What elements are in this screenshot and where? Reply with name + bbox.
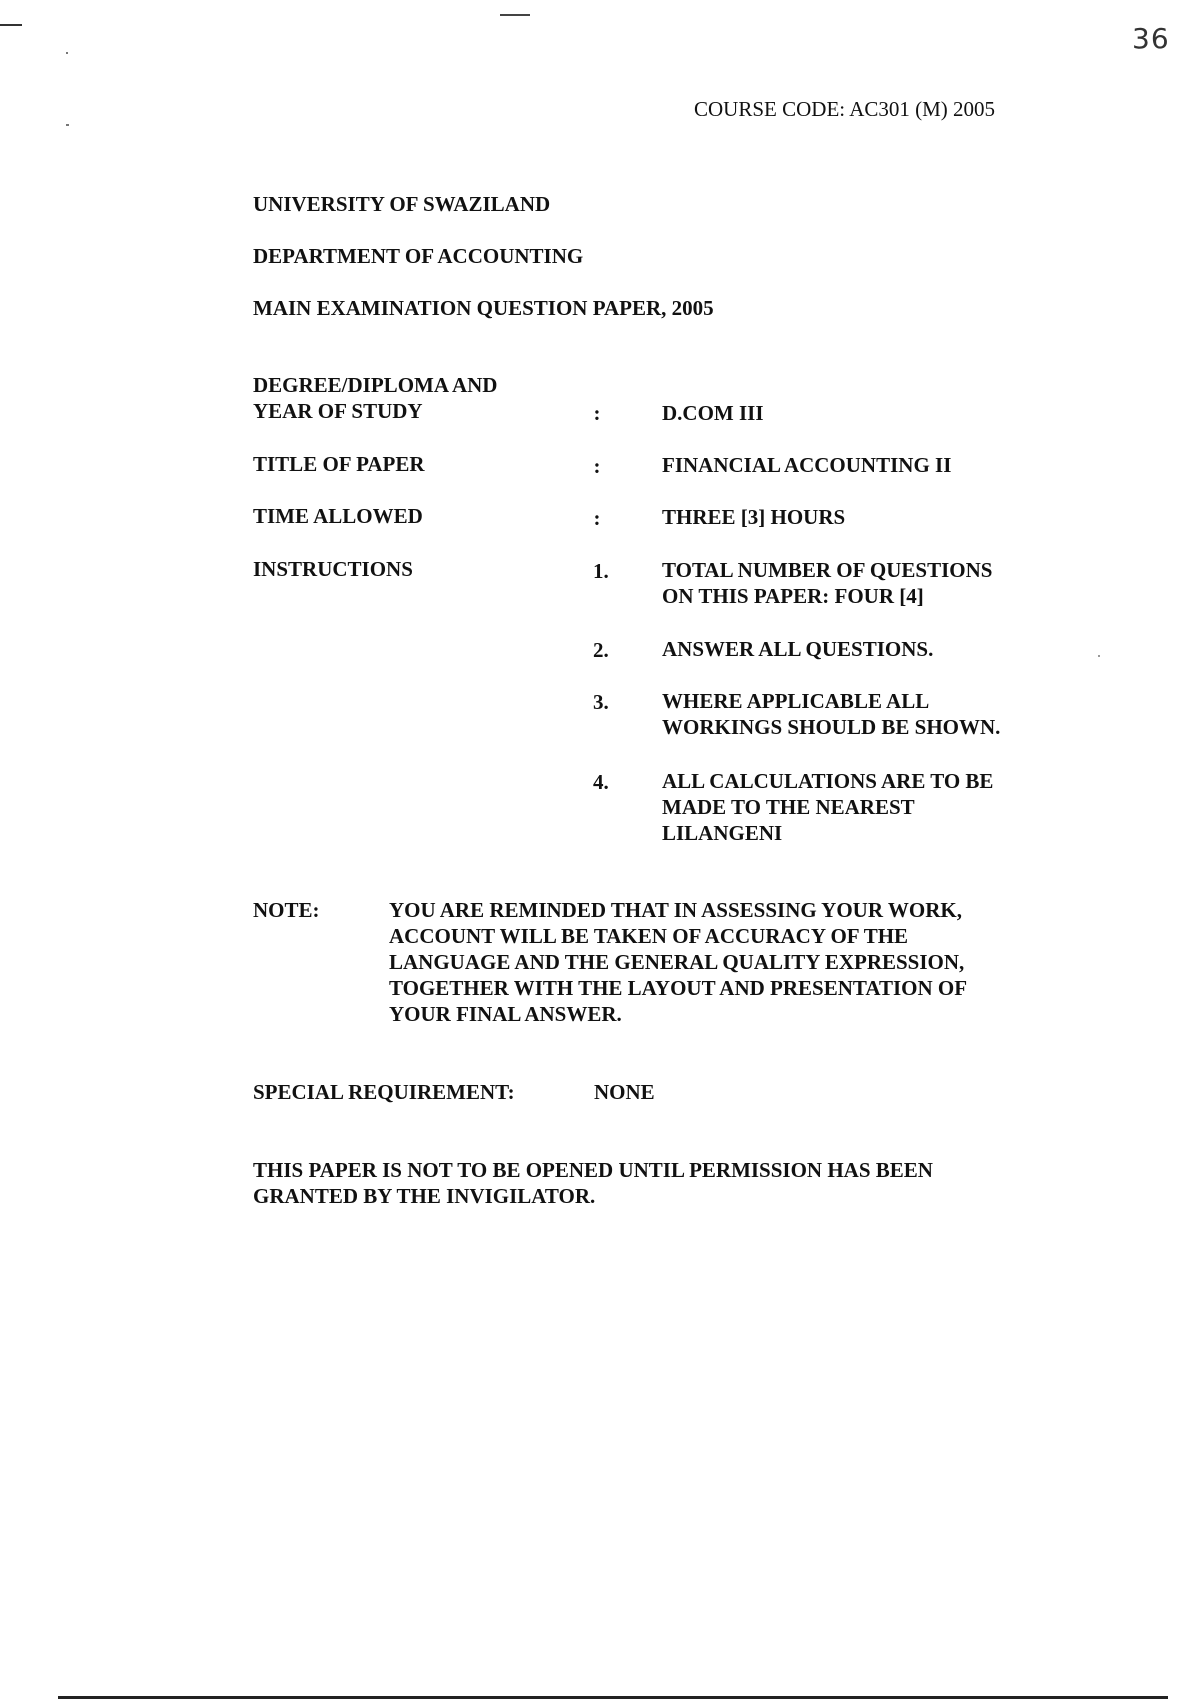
bottom-rule: [58, 1696, 1168, 1699]
degree-value: D.COM III: [662, 401, 764, 425]
paper-title: MAIN EXAMINATION QUESTION PAPER, 2005: [253, 296, 714, 320]
note-label: NOTE:: [253, 898, 320, 922]
instruction-number: 4.: [593, 770, 609, 794]
instruction-text: MADE TO THE NEAREST: [662, 795, 915, 819]
scan-mark: [0, 24, 22, 26]
closing-statement: THIS PAPER IS NOT TO BE OPENED UNTIL PERMISSION HAS BEEN: [253, 1158, 933, 1182]
note-text: ACCOUNT WILL BE TAKEN OF ACCURACY OF THE: [389, 924, 909, 948]
university-name: UNIVERSITY OF SWAZILAND: [253, 192, 551, 216]
instruction-text: ALL CALCULATIONS ARE TO BE: [662, 769, 994, 793]
page-number: 36: [1132, 22, 1170, 55]
instructions-label: INSTRUCTIONS: [253, 557, 413, 581]
scan-mark: [500, 14, 530, 16]
instruction-text: WHERE APPLICABLE ALL: [662, 689, 930, 713]
instruction-number: 3.: [593, 690, 609, 714]
time-value: THREE [3] HOURS: [662, 505, 846, 529]
time-label: TIME ALLOWED: [253, 504, 423, 528]
instruction-text: LILANGENI: [662, 821, 783, 845]
instruction-number: 1.: [593, 559, 609, 583]
department-name: DEPARTMENT OF ACCOUNTING: [253, 244, 584, 268]
scan-speck: [1098, 655, 1100, 657]
degree-label-line2: YEAR OF STUDY: [253, 399, 423, 423]
scan-speck: [66, 124, 69, 126]
note-text: TOGETHER WITH THE LAYOUT AND PRESENTATION OF: [389, 976, 968, 1000]
colon-separator: :: [593, 401, 601, 425]
course-code: COURSE CODE: AC301 (M) 2005: [694, 97, 996, 121]
title-label: TITLE OF PAPER: [253, 452, 425, 476]
note-text: YOU ARE REMINDED THAT IN ASSESSING YOUR WORK,: [389, 898, 962, 922]
instruction-number: 2.: [593, 638, 609, 662]
instruction-text: ON THIS PAPER: FOUR [4]: [662, 584, 924, 608]
instruction-text: ANSWER ALL QUESTIONS.: [662, 637, 934, 661]
special-requirement-label: SPECIAL REQUIREMENT:: [253, 1080, 515, 1104]
special-requirement-value: NONE: [594, 1080, 655, 1104]
scan-speck: [66, 52, 68, 54]
note-text: YOUR FINAL ANSWER.: [389, 1002, 622, 1026]
title-value: FINANCIAL ACCOUNTING II: [662, 453, 952, 477]
colon-separator: :: [593, 454, 601, 478]
note-text: LANGUAGE AND THE GENERAL QUALITY EXPRESSION,: [389, 950, 965, 974]
instruction-text: TOTAL NUMBER OF QUESTIONS: [662, 558, 993, 582]
instruction-text: WORKINGS SHOULD BE SHOWN.: [662, 715, 1001, 739]
colon-separator: :: [593, 506, 601, 530]
closing-statement: GRANTED BY THE INVIGILATOR.: [253, 1184, 596, 1208]
degree-label-line1: DEGREE/DIPLOMA AND: [253, 373, 498, 397]
